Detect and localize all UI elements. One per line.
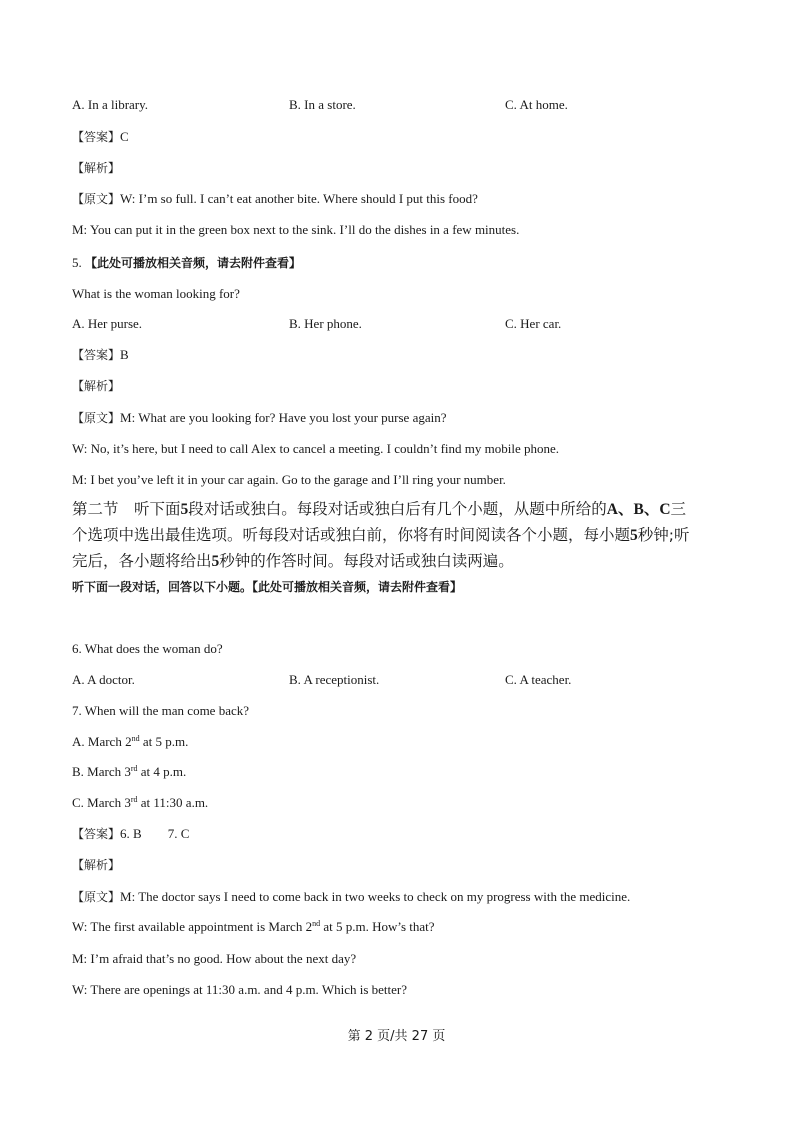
q5-transcript-line-3: M: I bet you’ve left it in your car again. Go to the garage and I’ll ring your number. [72,472,506,487]
q5-transcript-line-1 [72,410,447,426]
q6-option-c: C. A teacher. [505,672,572,687]
q5-option-c: C. Her car. [505,316,562,331]
option-text: at 5 p.m. [139,734,189,749]
transcript-text: W: The first available appointment is March 2 [72,919,313,934]
q5-analysis-tag: 【解析】 [72,379,121,393]
q67-transcript-line-1 [72,889,630,905]
q67-transcript-line-2 [72,919,435,935]
q4-answer [72,129,129,145]
answer-value: C [120,129,129,144]
answer-6: 6. B [120,826,142,841]
ordinal-suffix: nd [131,734,140,743]
q4-analysis-tag: 【解析】 [72,161,121,175]
section2-number: 5 [211,553,220,570]
answer-7: 7. C [167,826,190,841]
section2-text: 完后，各小题将给出 [72,552,212,570]
q5-number: 5. [72,255,82,270]
section2-number: 5 [630,527,638,544]
q67-answer [72,826,189,842]
q4-option-b: B. In a store. [289,97,356,112]
section2-text: 秒钟的作答时间。每段对话或独白读两遍。 [219,552,514,570]
transcript-text: M: The doctor says I need to come back in two weeks to check on my progress with the medicine. [120,889,631,904]
q6-option-a: A. A doctor. [72,672,135,687]
transcript-tag: 【原文】 [72,192,121,206]
option-text: at 4 p.m. [137,764,187,779]
q4-option-a: A. In a library. [72,97,149,112]
q5-heading [72,255,301,271]
q4-transcript-line-1 [72,191,478,207]
ordinal-suffix: rd [130,764,138,773]
q67-analysis-tag: 【解析】 [72,858,121,872]
option-text: C. March 3 [72,795,131,810]
q6-question: 6. What does the woman do? [72,641,223,656]
q4-option-c: C. At home. [505,97,568,112]
q7-option-b [72,764,186,780]
section2-line-3 [72,548,722,575]
q7-option-c [72,795,208,811]
section2-line-1 [72,496,722,523]
answer-tag: 【答案】 [72,130,121,144]
section2-text: 个选项中选出最佳选项。听每段对话或独白前，你将有时间阅读各个小题，每小题 [72,526,631,544]
q7-option-a [72,734,188,750]
q4-transcript-line-2: M: You can put it in the green box next to the sink. I’ll do the dishes in a few minutes. [72,222,520,237]
q7-question: 7. When will the man come back? [72,703,250,718]
ordinal-suffix: rd [130,795,138,804]
section2-text: 秒钟;听 [637,526,690,544]
q5-transcript-line-2: W: No, it’s here, but I need to call Alex to cancel a meeting. I couldn’t find my mobile phone. [72,441,560,456]
option-text: A. March 2 [72,734,132,749]
page-footer: 第 2 页/共 27 页 [347,1029,446,1044]
q6-option-b: B. A receptionist. [289,672,380,687]
q5-option-b: B. Her phone. [289,316,362,331]
q5-option-a: A. Her purse. [72,316,143,331]
answer-value: B [120,347,129,362]
section2-instruction: 听下面一段对话，回答以下小题。【此处可播放相关音频，请去附件查看】 [72,580,463,594]
section2-text: 第二节 听下面 [72,500,181,518]
section2-line-2 [72,522,722,549]
q5-audio-note: 【此处可播放相关音频，请去附件查看】 [85,256,302,270]
answer-tag: 【答案】 [72,348,121,362]
q67-transcript-line-4: W: There are openings at 11:30 a.m. and 4 p.m. Which is better? [72,982,408,997]
section2-text: 三 [670,500,687,518]
option-text: B. March 3 [72,764,131,779]
transcript-text: M: What are you looking for? Have you lost your purse again? [120,410,447,425]
q67-transcript-line-3: M: I’m afraid that’s no good. How about the next day? [72,951,357,966]
transcript-tag: 【原文】 [72,411,121,425]
transcript-tag: 【原文】 [72,890,121,904]
transcript-text: W: I’m so full. I can’t eat another bite. Where should I put this food? [120,191,478,206]
answer-tag: 【答案】 [72,827,121,841]
section2-options: A、B、C [606,501,671,518]
q5-answer [72,347,129,363]
ordinal-suffix: nd [312,919,321,928]
section2-text: 段对话或独白。每段对话或独白后有几个小题，从题中所给的 [188,500,607,518]
transcript-text: at 5 p.m. How’s that? [320,919,435,934]
option-text: at 11:30 a.m. [137,795,209,810]
q5-question: What is the woman looking for? [72,286,240,301]
section2-number: 5 [180,501,189,518]
